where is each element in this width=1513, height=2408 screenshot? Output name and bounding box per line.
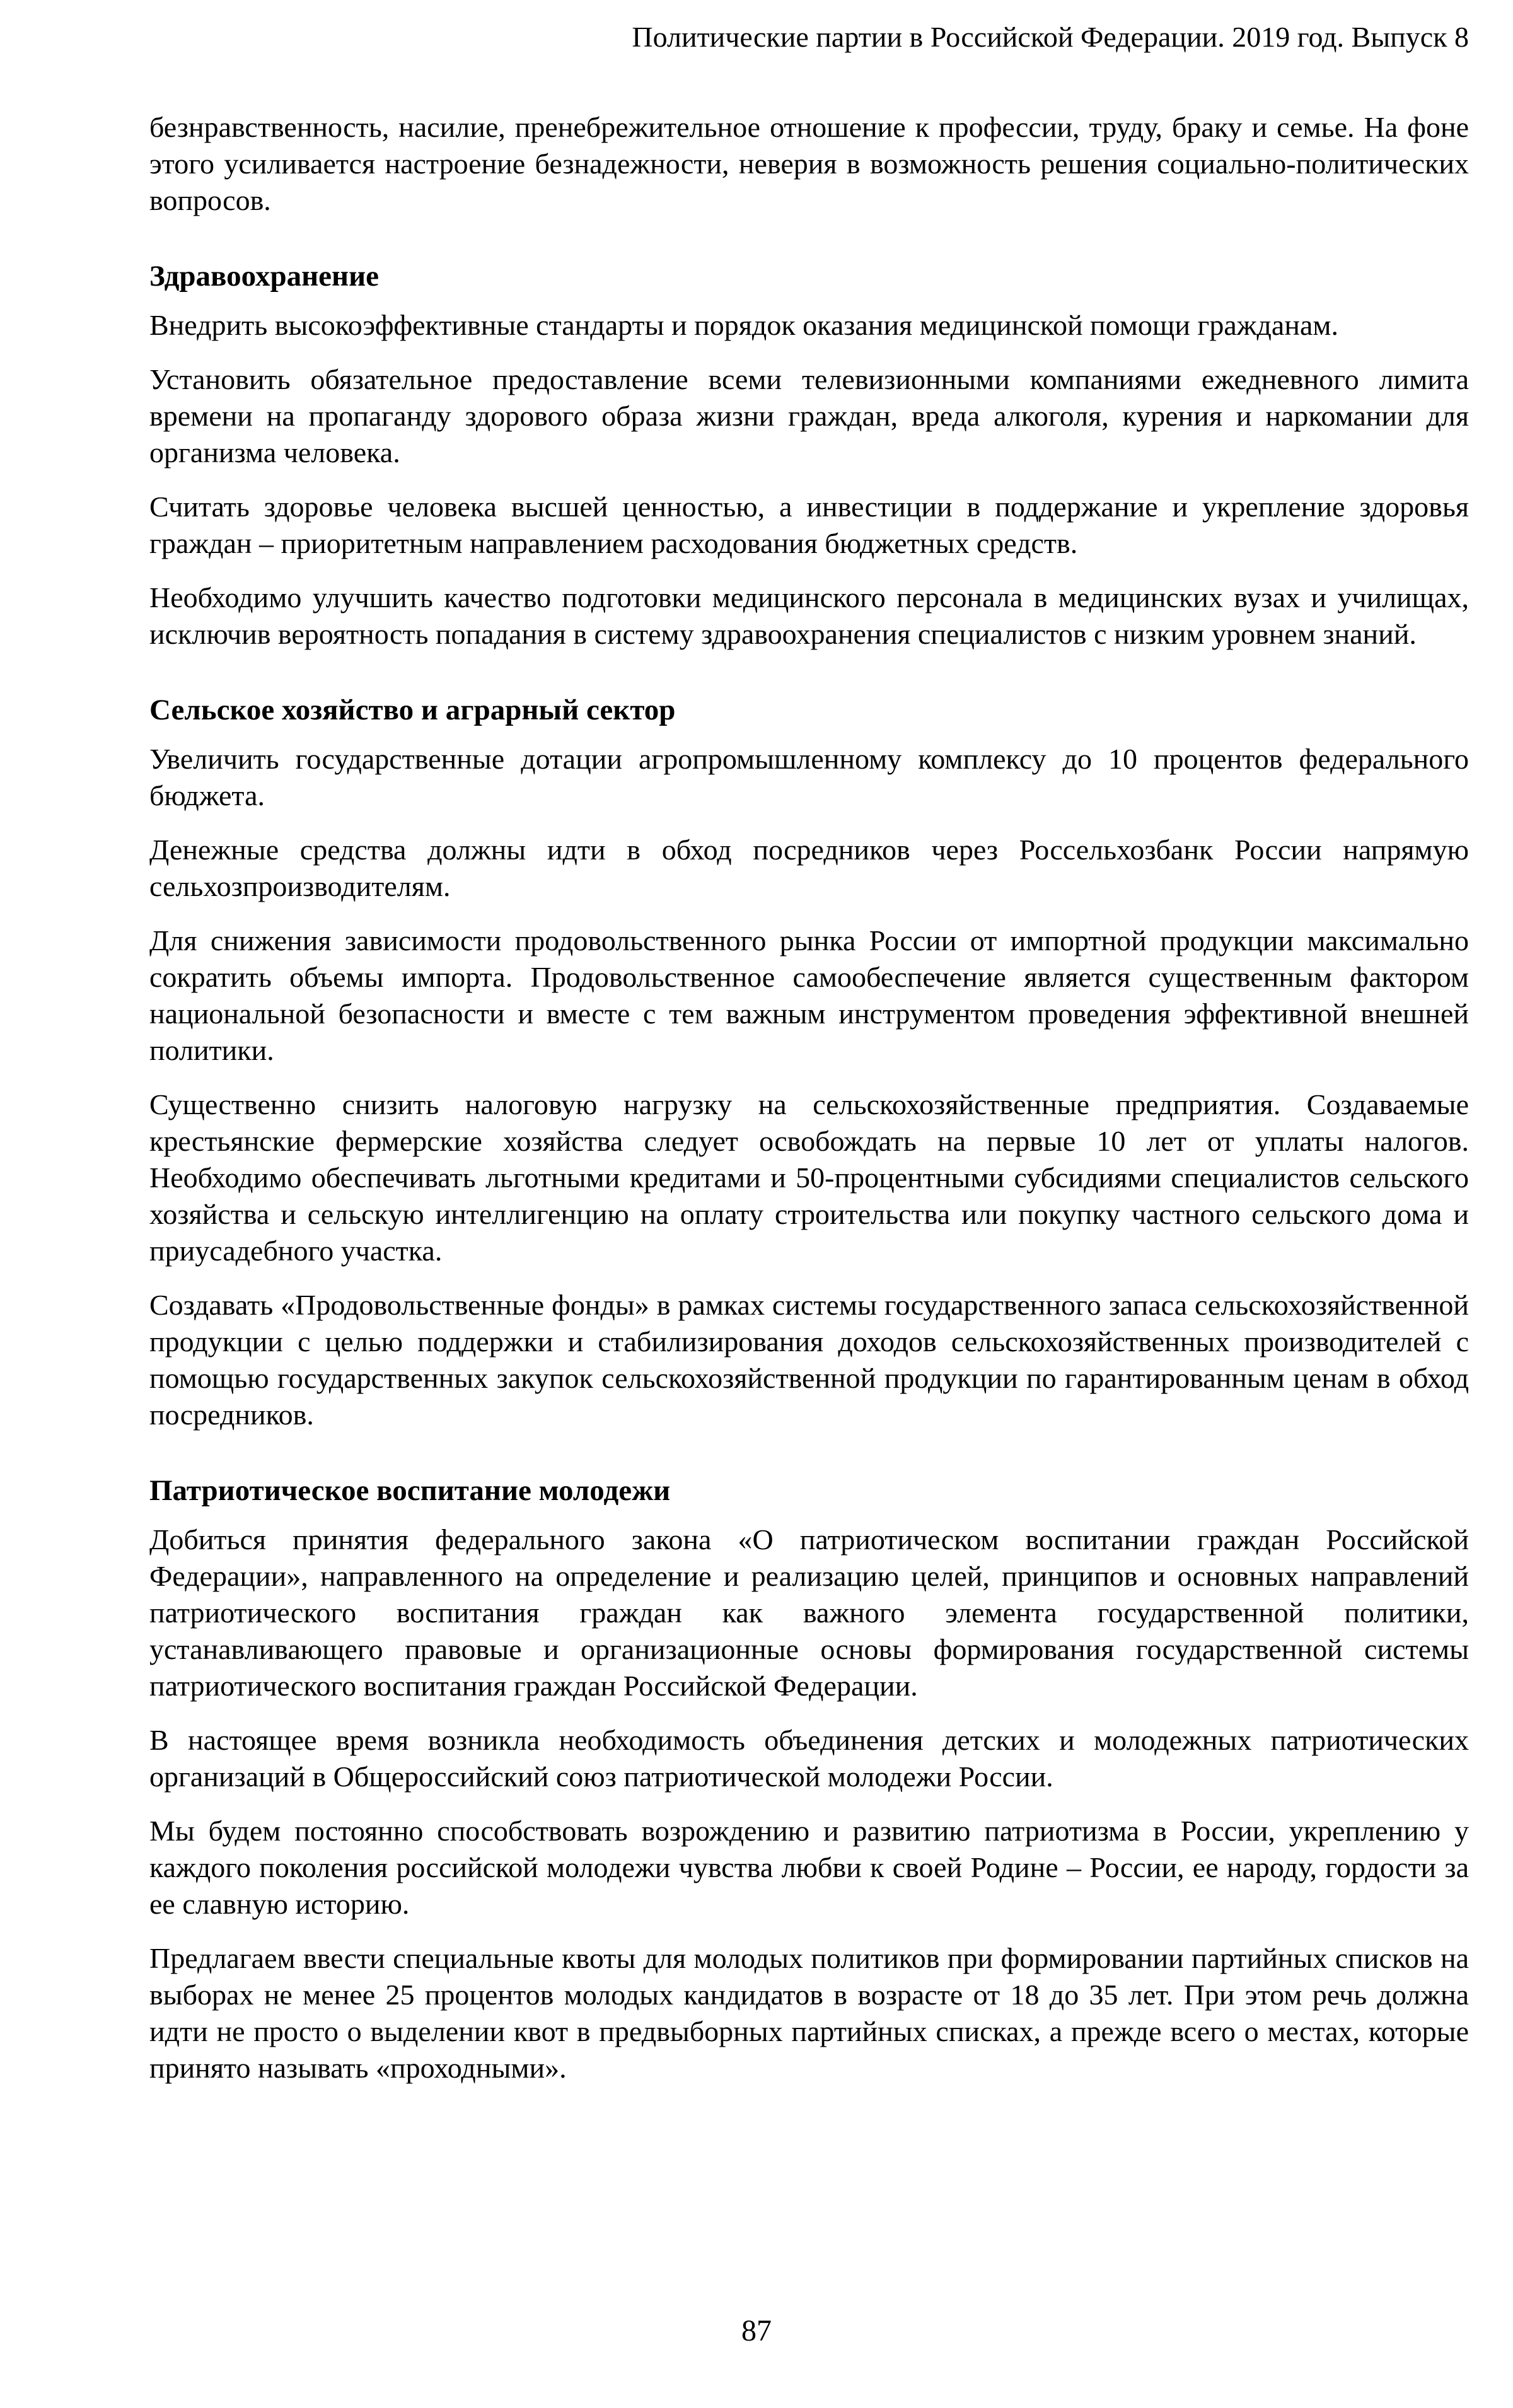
paragraph: Мы будем постоянно способствовать возрождению и развитию патриотизма в России, укреплению у каждого поколения российской молодежи чувства любви к своей Родине – России, ее народу, гордости за ее славную историю. [149,1815,1469,1920]
paragraph: Внедрить высокоэффективные стандарты и порядок оказания медицинской помощи гражданам. [149,309,1338,341]
paragraph: Денежные средства должны идти в обход посредников через Россельхозбанк России напрямую сельхозпроизводителям. [149,834,1469,902]
section-heading-patriotic-education: Патриотическое воспитание молодежи [149,1474,671,1507]
paragraph: Существенно снизить налоговую нагрузку на сельскохозяйственные предприятия. Создаваемые крестьянские фермерские хозяйства следует освобождать на первые 10 лет от уплаты налогов. Необходимо обеспечивать льготными кредитами и 50-процентными субсидиями специалистов сельского хозяйства и сельскую интеллигенцию на оплату строительства или покупку частного сельского дома и приусадебного участка. [149,1088,1469,1267]
content-column [149,0,1469,2086]
paragraph: Считать здоровье человека высшей ценностью, а инвестиции в поддержание и укрепление здоровья граждан – приоритетным направлением расходования бюджетных средств. [149,491,1469,559]
section-heading-agriculture: Сельское хозяйство и аграрный сектор [149,694,676,726]
paragraph: Установить обязательное предоставление всеми телевизионными компаниями ежедневного лимита времени на пропаганду здорового образа жизни граждан, вреда алкоголя, курения и наркомании для организма человека. [149,363,1469,468]
paragraph: Увеличить государственные дотации агропромышленному комплексу до 10 процентов федерального бюджета. [149,743,1469,811]
running-header: Политические партии в Российской Федерации. 2019 год. Выпуск 8 [632,21,1469,53]
paragraph: Создавать «Продовольственные фонды» в рамках системы государственного запаса сельскохозяйственной продукции с целью поддержки и стабилизирования доходов сельскохозяйственных производителей с помощью государственных закупок сельскохозяйственной продукции по гарантированным ценам в обход посредников. [149,1289,1469,1431]
body-text [149,109,1469,2086]
paragraph: Добиться принятия федерального закона «О патриотическом воспитании граждан Российской Федерации», направленного на определение и реализацию целей, принципов и основных направлений патриотического воспитания граждан как важного элемента государственной политики, устанавливающего правовые и организационные основы формирования государственной системы патриотического воспитания граждан Российской Федерации. [149,1523,1469,1702]
page-number: 87 [741,2314,772,2347]
intro-paragraph: безнравственность, насилие, пренебрежительное отношение к профессии, труду, браку и семье. На фоне этого усиливается настроение безнадежности, неверия в возможность решения социально-политических вопросов. [149,111,1469,216]
paragraph: Предлагаем ввести специальные квоты для молодых политиков при формировании партийных списков на выборах не менее 25 процентов молодых кандидатов в возрасте от 18 до 35 лет. При этом речь должна идти не просто о выделении квот в предвыборных партийных списках, а прежде всего о местах, которые принято называть «проходными». [149,1942,1469,2084]
section-heading-healthcare: Здравоохранение [149,260,380,293]
paragraph: В настоящее время возникла необходимость объединения детских и молодежных патриотических организаций в Общероссийский союз патриотической молодежи России. [149,1724,1469,1793]
paragraph: Необходимо улучшить качество подготовки медицинского персонала в медицинских вузах и училищах, исключив вероятность попадания в систему здравоохранения специалистов с низким уровнем знаний. [149,581,1469,650]
paragraph: Для снижения зависимости продовольственного рынка России от импортной продукции максимально сократить объемы импорта. Продовольственное самообеспечение является существенным фактором национальной безопасности и вместе с тем важным инструментом проведения эффективной внешней политики. [149,924,1469,1066]
